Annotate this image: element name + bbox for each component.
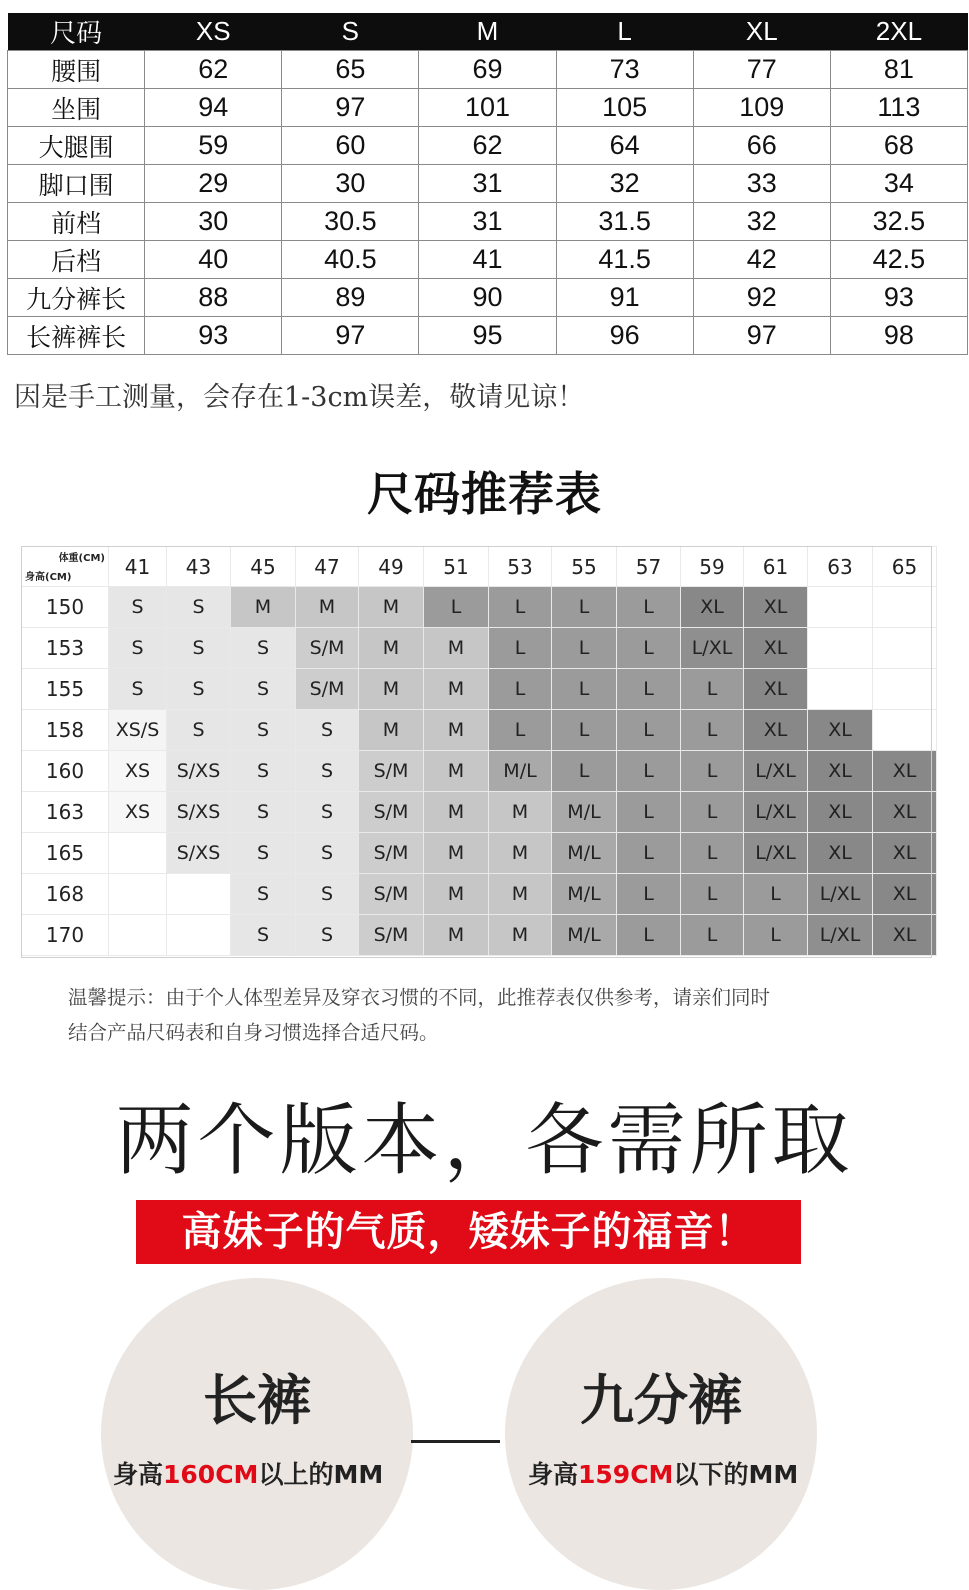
recommendation-cell: S: [231, 628, 296, 669]
size-row-label: 前档: [8, 203, 145, 241]
long-sub-highlight: 160CM: [163, 1460, 259, 1489]
recommendation-cell: S: [231, 710, 296, 751]
recommendation-row: [22, 710, 937, 751]
size-cell: 97: [693, 317, 830, 355]
recommendation-cell: S/M: [359, 792, 424, 833]
size-cell: 95: [419, 317, 556, 355]
size-header-cell: L: [556, 13, 693, 51]
long-pants-subtitle: [113, 1455, 383, 1491]
weight-header-cell: 49: [359, 547, 424, 587]
size-cell: 109: [693, 89, 830, 127]
recommendation-cell: S: [296, 915, 359, 956]
recommendation-cell: L: [681, 669, 744, 710]
recommendation-cell: L/XL: [744, 833, 808, 874]
recommendation-cell: M: [424, 833, 489, 874]
size-row: [8, 317, 968, 355]
recommendation-cell: S/M: [359, 874, 424, 915]
weight-header-cell: 41: [109, 547, 167, 587]
height-label-cell: 160: [22, 751, 109, 792]
recommendation-cell: XS/S: [109, 710, 167, 751]
size-cell: 60: [282, 127, 419, 165]
recommendation-cell: S: [231, 874, 296, 915]
size-cell: 92: [693, 279, 830, 317]
recommendation-cell: L: [489, 628, 552, 669]
recommendation-cell: S/XS: [167, 792, 231, 833]
size-row-label: 坐围: [8, 89, 145, 127]
recommendation-cell: L: [681, 792, 744, 833]
weight-header-cell: 45: [231, 547, 296, 587]
size-cell: 42: [693, 241, 830, 279]
height-label-cell: 153: [22, 628, 109, 669]
recommendation-cell: [808, 628, 873, 669]
recommendation-cell: L: [489, 710, 552, 751]
recommendation-cell: S/XS: [167, 833, 231, 874]
size-row: [8, 279, 968, 317]
size-table-header: [8, 13, 968, 51]
versions-title: 两个版本，各需所取: [115, 1096, 854, 1186]
size-cell: 105: [556, 89, 693, 127]
size-header-cell: S: [282, 13, 419, 51]
recommendation-cell: S/M: [296, 669, 359, 710]
size-cell: 33: [693, 165, 830, 203]
recommendation-cell: L: [617, 587, 681, 628]
recommendation-cell: M/L: [552, 792, 617, 833]
size-cell: 40.5: [282, 241, 419, 279]
size-cell: 62: [419, 127, 556, 165]
recommendation-cell: L: [681, 874, 744, 915]
size-row-label: 大腿围: [8, 127, 145, 165]
size-cell: 41: [419, 241, 556, 279]
recommendation-cell: M: [296, 587, 359, 628]
size-cell: 66: [693, 127, 830, 165]
recommendation-cell: M: [489, 792, 552, 833]
long-sub-suffix: 以上的MM: [258, 1460, 384, 1489]
recommendation-cell: L/XL: [744, 751, 808, 792]
recommendation-cell: S: [231, 792, 296, 833]
height-label-cell: 165: [22, 833, 109, 874]
recommendation-cell: L: [744, 874, 808, 915]
weight-header-cell: 55: [552, 547, 617, 587]
size-cell: 77: [693, 51, 830, 89]
recommendation-cell: L: [617, 833, 681, 874]
long-sub-prefix: 身高: [113, 1460, 164, 1489]
recommendation-cell: M: [359, 587, 424, 628]
recommendation-cell: L/XL: [808, 874, 873, 915]
size-cell: 68: [830, 127, 967, 165]
height-label-cell: 155: [22, 669, 109, 710]
recommendation-cell: M/L: [552, 915, 617, 956]
recommendation-cell: S: [296, 792, 359, 833]
size-cell: 32: [693, 203, 830, 241]
size-row-label: 脚口围: [8, 165, 145, 203]
recommendation-cell: XL: [808, 751, 873, 792]
size-table-body: [8, 51, 968, 355]
weight-header-cell: 51: [424, 547, 489, 587]
recommendation-row: [22, 874, 937, 915]
recommendation-cell: XL: [744, 587, 808, 628]
recommendation-header-row: [22, 547, 937, 587]
tip-text: [68, 980, 908, 1050]
size-row: [8, 203, 968, 241]
recommendation-cell: XL: [744, 628, 808, 669]
recommendation-cell: M: [424, 628, 489, 669]
size-table: [7, 13, 968, 355]
cropped-sub-suffix: 以下的MM: [673, 1460, 799, 1489]
recommendation-cell: L/XL: [808, 915, 873, 956]
recommendation-cell: XL: [808, 710, 873, 751]
recommendation-cell: L: [617, 628, 681, 669]
recommendation-cell: [167, 874, 231, 915]
recommendation-cell: [109, 874, 167, 915]
cropped-pants-subtitle: [528, 1455, 798, 1491]
recommendation-row: [22, 751, 937, 792]
recommendation-cell: M: [424, 792, 489, 833]
size-row-label: 长裤裤长: [8, 317, 145, 355]
size-cell: 32.5: [830, 203, 967, 241]
recommendation-cell: XL: [873, 874, 937, 915]
recommendation-cell: XL: [873, 751, 937, 792]
size-row-label: 九分裤长: [8, 279, 145, 317]
size-header-cell: XS: [145, 13, 282, 51]
long-pants-title: 长裤: [203, 1369, 311, 1432]
recommendation-row: [22, 628, 937, 669]
recommendation-cell: M: [424, 874, 489, 915]
weight-header-cell: 65: [873, 547, 937, 587]
recommendation-cell: L: [617, 751, 681, 792]
recommendation-cell: S: [296, 710, 359, 751]
recommendation-cell: L: [617, 874, 681, 915]
recommendation-cell: S: [296, 874, 359, 915]
size-row: [8, 241, 968, 279]
size-cell: 88: [145, 279, 282, 317]
height-label-cell: 170: [22, 915, 109, 956]
recommendation-row: [22, 833, 937, 874]
recommendation-cell: L: [552, 669, 617, 710]
size-cell: 31: [419, 165, 556, 203]
tip-line-2: 结合产品尺码表和自身习惯选择合适尺码。: [68, 1021, 439, 1044]
size-cell: 97: [282, 317, 419, 355]
recommendation-cell: S: [167, 587, 231, 628]
size-cell: 81: [830, 51, 967, 89]
recommendation-title: 尺码推荐表: [367, 467, 602, 521]
recommendation-cell: S: [231, 751, 296, 792]
size-cell: 30: [282, 165, 419, 203]
size-row: [8, 165, 968, 203]
size-cell: 96: [556, 317, 693, 355]
recommendation-cell: L: [552, 751, 617, 792]
size-cell: 69: [419, 51, 556, 89]
size-cell: 41.5: [556, 241, 693, 279]
recommendation-cell: L: [552, 587, 617, 628]
recommendation-cell: S: [109, 669, 167, 710]
size-row-label: 后档: [8, 241, 145, 279]
cropped-sub-highlight: 159CM: [578, 1460, 674, 1489]
recommendation-cell: S/M: [359, 915, 424, 956]
size-cell: 65: [282, 51, 419, 89]
recommendation-cell: L: [681, 833, 744, 874]
recommendation-row: [22, 915, 937, 956]
recommendation-cell: L: [617, 915, 681, 956]
recommendation-cell: S: [109, 587, 167, 628]
recommendation-cell: M: [424, 915, 489, 956]
size-cell: 29: [145, 165, 282, 203]
size-header-cell: 2XL: [830, 13, 967, 51]
recommendation-cell: [109, 915, 167, 956]
weight-header-cell: 57: [617, 547, 681, 587]
size-cell: 101: [419, 89, 556, 127]
size-cell: 34: [830, 165, 967, 203]
recommendation-cell: S: [296, 751, 359, 792]
recommendation-cell: L: [681, 710, 744, 751]
size-cell: 40: [145, 241, 282, 279]
size-header-label: 尺码: [8, 13, 145, 51]
recommendation-cell: XS: [109, 751, 167, 792]
recommendation-cell: L: [552, 710, 617, 751]
height-label-cell: 150: [22, 587, 109, 628]
size-cell: 90: [419, 279, 556, 317]
recommendation-cell: L: [744, 915, 808, 956]
recommendation-cell: [873, 628, 937, 669]
size-cell: 30.5: [282, 203, 419, 241]
recommendation-cell: XL: [808, 792, 873, 833]
height-label-cell: 168: [22, 874, 109, 915]
recommendation-cell: S: [109, 628, 167, 669]
recommendation-cell: [873, 669, 937, 710]
weight-header-cell: 53: [489, 547, 552, 587]
recommendation-cell: L/XL: [744, 792, 808, 833]
recommendation-cell: [808, 669, 873, 710]
recommendation-cell: [109, 833, 167, 874]
recommendation-cell: L: [489, 587, 552, 628]
size-cell: 113: [830, 89, 967, 127]
height-label-cell: 158: [22, 710, 109, 751]
weight-header-cell: 59: [681, 547, 744, 587]
recommendation-cell: XL: [808, 833, 873, 874]
recommendation-cell: M: [359, 710, 424, 751]
size-cell: 93: [145, 317, 282, 355]
size-row-label: 腰围: [8, 51, 145, 89]
recommendation-cell: M: [359, 628, 424, 669]
weight-header-cell: 47: [296, 547, 359, 587]
recommendation-cell: S: [231, 669, 296, 710]
recommendation-cell: XL: [873, 792, 937, 833]
size-cell: 64: [556, 127, 693, 165]
size-cell: 59: [145, 127, 282, 165]
size-cell: 31.5: [556, 203, 693, 241]
size-cell: 73: [556, 51, 693, 89]
recommendation-cell: L/XL: [681, 628, 744, 669]
recommendation-cell: S: [167, 628, 231, 669]
cropped-pants-title: 九分裤: [580, 1369, 742, 1432]
recommendation-cell: S: [167, 669, 231, 710]
recommendation-row: [22, 669, 937, 710]
recommendation-cell: L: [552, 628, 617, 669]
recommendation-cell: M: [231, 587, 296, 628]
weight-header-cell: 63: [808, 547, 873, 587]
recommendation-corner: [22, 547, 109, 587]
height-label-cell: 163: [22, 792, 109, 833]
corner-height-label: 身高(CM): [25, 572, 72, 583]
recommendation-cell: M: [489, 874, 552, 915]
size-row: [8, 51, 968, 89]
weight-header-cell: 43: [167, 547, 231, 587]
recommendation-cell: M: [359, 669, 424, 710]
recommendation-cell: XL: [873, 833, 937, 874]
measurement-note: 因是手工测量，会存在1-3cm误差，敬请见谅！: [14, 382, 585, 413]
recommendation-cell: XL: [744, 710, 808, 751]
recommendation-table: [21, 546, 937, 956]
recommendation-cell: L: [617, 710, 681, 751]
recommendation-cell: [873, 710, 937, 751]
recommendation-cell: M: [424, 710, 489, 751]
size-cell: 89: [282, 279, 419, 317]
recommendation-cell: [873, 587, 937, 628]
size-header-cell: XL: [693, 13, 830, 51]
recommendation-cell: M: [489, 833, 552, 874]
size-cell: 32: [556, 165, 693, 203]
size-cell: 42.5: [830, 241, 967, 279]
recommendation-cell: M/L: [552, 874, 617, 915]
recommendation-cell: S/XS: [167, 751, 231, 792]
size-cell: 31: [419, 203, 556, 241]
recommendation-cell: M/L: [552, 833, 617, 874]
recommendation-cell: S/M: [296, 628, 359, 669]
recommendation-cell: L: [681, 751, 744, 792]
corner-weight-label: 体重(CM): [58, 553, 105, 564]
size-row: [8, 89, 968, 127]
recommendation-cell: S: [231, 915, 296, 956]
recommendation-cell: S: [167, 710, 231, 751]
recommendation-cell: M/L: [489, 751, 552, 792]
size-cell: 91: [556, 279, 693, 317]
recommendation-cell: [808, 587, 873, 628]
tip-line-1: 温馨提示：由于个人体型差异及穿衣习惯的不同，此推荐表仅供参考，请亲们同时: [68, 986, 771, 1009]
recommendation-cell: XL: [744, 669, 808, 710]
weight-header-cell: 61: [744, 547, 808, 587]
recommendation-cell: L: [681, 915, 744, 956]
recommendation-cell: S: [296, 833, 359, 874]
size-cell: 62: [145, 51, 282, 89]
recommendation-cell: XL: [681, 587, 744, 628]
cropped-sub-prefix: 身高: [528, 1460, 579, 1489]
recommendation-cell: XS: [109, 792, 167, 833]
recommendation-cell: L: [424, 587, 489, 628]
size-row: [8, 127, 968, 165]
connector-line: [411, 1440, 500, 1443]
size-header-cell: M: [419, 13, 556, 51]
recommendation-cell: L: [617, 669, 681, 710]
size-cell: 30: [145, 203, 282, 241]
recommendation-cell: S: [231, 833, 296, 874]
size-cell: 97: [282, 89, 419, 127]
size-cell: 98: [830, 317, 967, 355]
size-cell: 93: [830, 279, 967, 317]
size-cell: 94: [145, 89, 282, 127]
recommendation-cell: M: [424, 669, 489, 710]
recommendation-cell: M: [489, 915, 552, 956]
recommendation-cell: [167, 915, 231, 956]
recommendation-cell: S/M: [359, 751, 424, 792]
recommendation-cell: M: [424, 751, 489, 792]
red-banner: 高妹子的气质，矮妹子的福音！: [136, 1200, 801, 1264]
recommendation-cell: L: [489, 669, 552, 710]
recommendation-row: [22, 792, 937, 833]
recommendation-cell: S/M: [359, 833, 424, 874]
recommendation-cell: XL: [873, 915, 937, 956]
recommendation-row: [22, 587, 937, 628]
recommendation-cell: L: [617, 792, 681, 833]
